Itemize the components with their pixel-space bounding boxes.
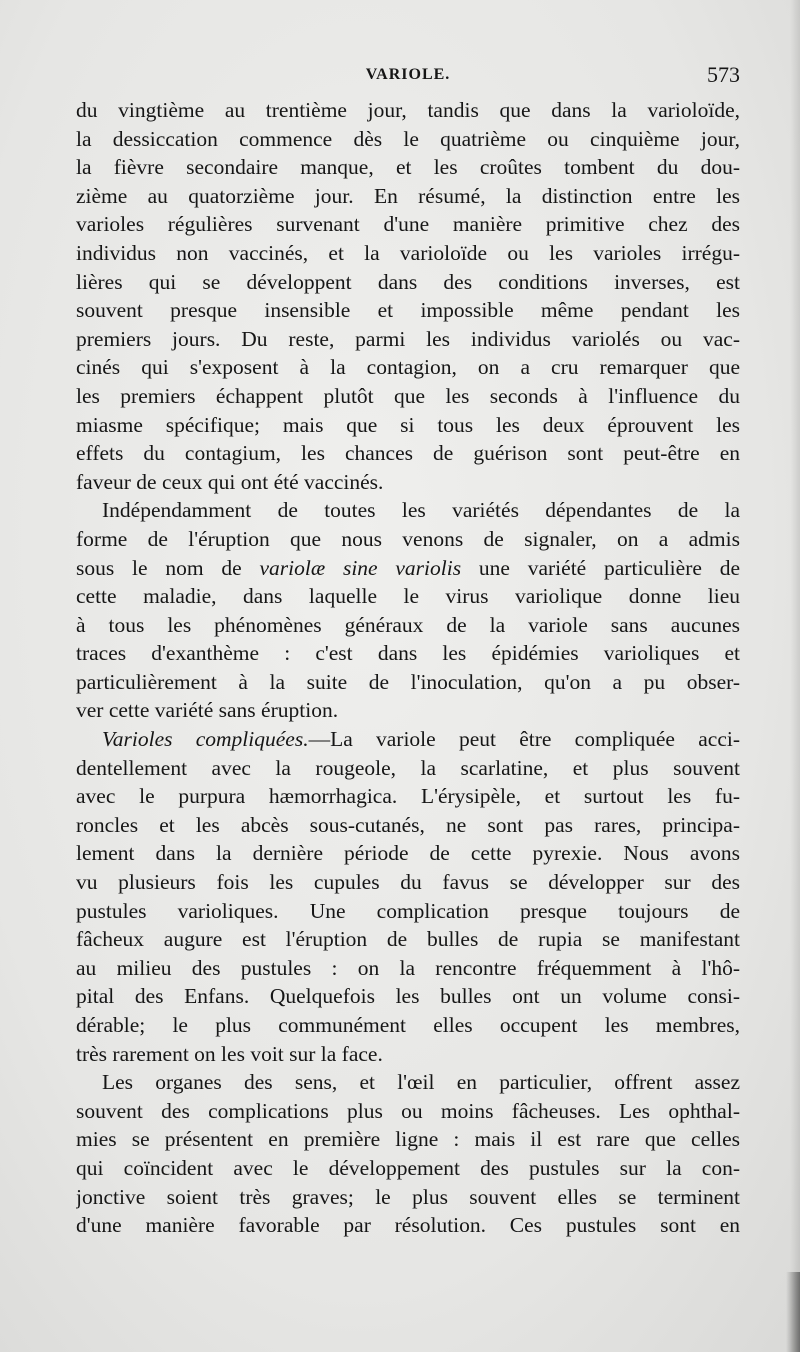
line-text: roncles et les abcès sous-cutanés, ne sont pas rares, principa-	[76, 812, 740, 837]
line-text: au milieu des pustules : on la rencontre fréquemment à l'hô-	[76, 955, 740, 980]
line-text: dentellement avec la rougeole, la scarlatine, et plus souvent	[76, 755, 740, 780]
text-line	[76, 1068, 740, 1097]
text-line	[76, 1154, 740, 1183]
line-text: qui coïncident avec le développement des pustules sur la con-	[76, 1155, 740, 1180]
body-text	[76, 96, 740, 1240]
line-text: jonctive soient très graves; le plus souvent elles se terminent	[76, 1184, 740, 1209]
text-line	[76, 554, 740, 583]
line-text: varioles régulières survenant d'une manière primitive chez des	[76, 212, 740, 237]
line-text: la fièvre secondaire manque, et les croûtes tombent du dou-	[76, 155, 740, 180]
text-line	[76, 1211, 740, 1240]
text-line	[76, 268, 740, 297]
text-line	[76, 696, 740, 725]
text-line	[76, 782, 740, 811]
line-text: à tous les phénomènes généraux de la variole sans aucunes	[76, 612, 740, 637]
text-line	[76, 639, 740, 668]
text-line	[76, 525, 740, 554]
line-text: premiers jours. Du reste, parmi les individus variolés ou vac-	[76, 326, 740, 351]
text-line	[76, 925, 740, 954]
text-line	[76, 325, 740, 354]
text-line	[76, 811, 740, 840]
line-text: Les organes des sens, et l'œil en particulier, offrent assez	[102, 1070, 740, 1095]
page-edge-shadow	[790, 0, 800, 1352]
line-text: la dessiccation commence dès le quatrième ou cinquième jour,	[76, 126, 740, 151]
text-line	[76, 982, 740, 1011]
text-line	[76, 496, 740, 525]
line-text: vu plusieurs fois les cupules du favus se développer sur des	[76, 870, 740, 895]
text-line	[76, 668, 740, 697]
text-line	[76, 1183, 740, 1212]
italic-text: variolæ sine variolis	[259, 555, 462, 580]
line-text: les premiers échappent plutôt que les seconds à l'influence du	[76, 383, 740, 408]
text-line	[76, 182, 740, 211]
line-text: pital des Enfans. Quelquefois les bulles ont un volume consi-	[76, 984, 740, 1009]
text-line	[76, 1040, 740, 1069]
line-text: individus non vaccinés, et la varioloïde ou les varioles irrégu-	[76, 240, 740, 265]
text-line	[76, 353, 740, 382]
line-text: faveur de ceux qui ont été vaccinés.	[76, 469, 384, 494]
line-text: du vingtième au trentième jour, tandis que dans la varioloïde,	[76, 98, 740, 122]
text-line	[76, 839, 740, 868]
text-line	[76, 868, 740, 897]
text-line	[76, 382, 740, 411]
text-line	[76, 239, 740, 268]
text-line	[76, 611, 740, 640]
text-line	[76, 1011, 740, 1040]
page-number: 573	[707, 62, 740, 87]
line-text: lement dans la dernière période de cette pyrexie. Nous avons	[76, 841, 740, 866]
line-text: d'une manière favorable par résolution. Ces pustules sont en	[76, 1213, 740, 1238]
line-text: cinés qui s'exposent à la contagion, on a cru remarquer que	[76, 355, 740, 380]
text-line	[76, 1125, 740, 1154]
text-line	[76, 754, 740, 783]
text-line	[76, 96, 740, 125]
line-text: avec le purpura hæmorrhagica. L'érysipèle, et surtout les fu-	[76, 784, 740, 809]
text-line	[76, 439, 740, 468]
line-text: lières qui se développent dans des conditions inverses, est	[76, 269, 740, 294]
line-text: souvent des complications plus ou moins fâcheuses. Les ophthal-	[76, 1098, 740, 1123]
line-text: traces d'exanthème : c'est dans les épidémies varioliques et	[76, 641, 740, 666]
text-line	[76, 296, 740, 325]
line-text: particulièrement à la suite de l'inoculation, qu'on a pu obser-	[76, 669, 740, 694]
line-text: Indépendamment de toutes les variétés dépendantes de la	[102, 498, 740, 523]
text-line	[76, 954, 740, 983]
line-text: dérable; le plus communément elles occupent les membres,	[76, 1013, 740, 1037]
line-text: ver cette variété sans éruption.	[76, 698, 339, 723]
line-text: zième au quatorzième jour. En résumé, la distinction entre les	[76, 183, 740, 208]
line-text: mies se présentent en première ligne : mais il est rare que celles	[76, 1127, 740, 1152]
line-text: —La variole peut être compliquée acci-	[308, 727, 740, 752]
line-text: très rarement on les voit sur la face.	[76, 1041, 383, 1066]
running-head: VARIOLE.	[365, 66, 451, 83]
text-line	[76, 125, 740, 154]
page-header	[76, 60, 740, 88]
line-text: cette maladie, dans laquelle le virus variolique donne lieu	[76, 584, 740, 609]
line-text: pustules varioliques. Une complication presque toujours de	[76, 898, 740, 923]
text-line	[76, 1097, 740, 1126]
page-corner-mark	[786, 1272, 800, 1352]
line-text: souvent presque insensible et impossible même pendant les	[76, 298, 740, 323]
line-text: une variété particulière de	[461, 555, 740, 580]
text-line	[76, 411, 740, 440]
line-text: effets du contagium, les chances de guérison sont peut-être en	[76, 441, 740, 466]
text-line	[76, 582, 740, 611]
line-text: forme de l'éruption que nous venons de signaler, on a admis	[76, 526, 740, 551]
text-line	[76, 153, 740, 182]
text-line	[76, 468, 740, 497]
italic-text: Varioles compliquées.	[102, 727, 309, 752]
line-text: fâcheux augure est l'éruption de bulles de rupia se manifestant	[76, 927, 740, 952]
text-line	[76, 210, 740, 239]
text-line	[76, 725, 740, 754]
text-line	[76, 897, 740, 926]
line-text: sous le nom de	[76, 555, 260, 580]
line-text: miasme spécifique; mais que si tous les deux éprouvent les	[76, 412, 740, 437]
